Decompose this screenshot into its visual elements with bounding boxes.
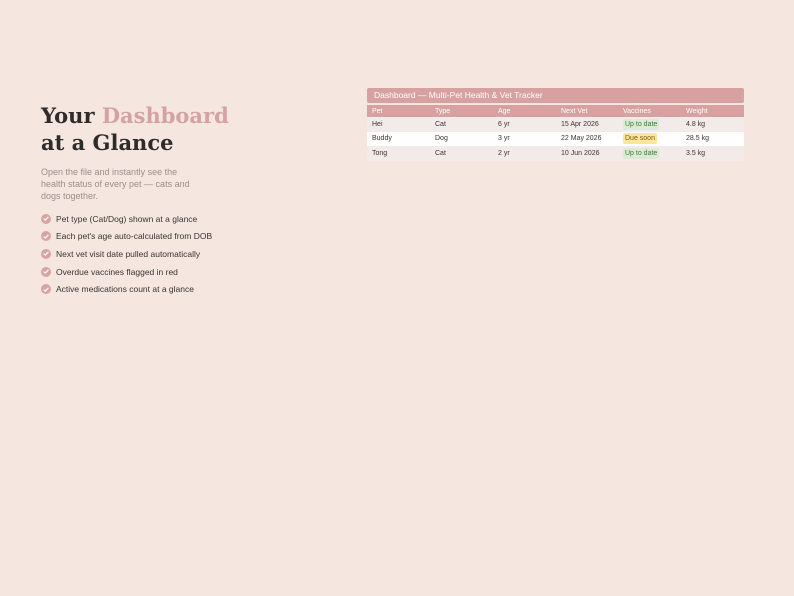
headline-line2: at a Glance (41, 130, 174, 155)
column-header-pet[interactable]: Pet (367, 105, 430, 117)
feature-label: Pet type (Cat/Dog) shown at a glance (56, 213, 198, 224)
cell-type: Dog (430, 132, 493, 147)
cell-type: Cat (430, 146, 493, 161)
feature-item (41, 228, 281, 246)
headline-part1: Your (41, 103, 95, 128)
check-circle-icon (41, 249, 51, 259)
column-header-next-vet[interactable]: Next Vet (556, 105, 618, 117)
feature-label: Overdue vaccines flagged in red (56, 266, 178, 277)
headline (41, 102, 281, 156)
cell-age: 2 yr (493, 146, 556, 161)
check-circle-icon (41, 214, 51, 224)
cell-weight: 3.5 kg (681, 146, 744, 161)
status-badge: Up to date (625, 149, 658, 157)
cell-type: Cat (430, 117, 493, 132)
promo-panel (41, 102, 281, 298)
table-row[interactable] (367, 117, 744, 132)
intro-text: Open the file and instantly see the health status of every pet — cats and dogs together. (41, 167, 190, 201)
table-header-row (367, 105, 744, 117)
pet-table (367, 105, 744, 161)
cell-pet: Buddy (367, 132, 430, 147)
feature-item (41, 280, 281, 298)
headline-accent: Dashboard (101, 103, 229, 128)
status-badge: Up to date (625, 120, 658, 128)
check-circle-icon (41, 267, 51, 277)
table-row[interactable] (367, 146, 744, 161)
table-row[interactable] (367, 132, 744, 147)
column-header-vaccines[interactable]: Vaccines (618, 105, 681, 117)
column-header-type[interactable]: Type (430, 105, 493, 117)
feature-item (41, 245, 281, 263)
feature-label: Each pet's age auto-calculated from DOB (56, 231, 213, 242)
cell-next-vet: 15 Apr 2026 (556, 117, 618, 132)
feature-label: Next vet visit date pulled automatically (56, 248, 201, 259)
cell-pet: Tong (367, 146, 430, 161)
cell-age: 6 yr (493, 117, 556, 132)
check-circle-icon (41, 284, 51, 294)
cell-pet: Hei (367, 117, 430, 132)
feature-item (41, 210, 281, 228)
feature-list (41, 210, 281, 298)
feature-label: Active medications count at a glance (56, 284, 194, 295)
feature-item (41, 263, 281, 281)
cell-vaccines (618, 146, 681, 161)
check-circle-icon (41, 231, 51, 241)
column-header-weight[interactable]: Weight (681, 105, 744, 117)
dashboard-panel (367, 88, 744, 161)
cell-next-vet: 10 Jun 2026 (556, 146, 618, 161)
dashboard-title: Dashboard — Multi-Pet Health & Vet Tracker (367, 88, 744, 103)
cell-next-vet: 22 May 2026 (556, 132, 618, 147)
cell-weight: 28.5 kg (681, 132, 744, 147)
status-badge: Due soon (625, 135, 655, 143)
cell-vaccines (618, 117, 681, 132)
cell-vaccines (618, 132, 681, 147)
cell-weight: 4.8 kg (681, 117, 744, 132)
cell-age: 3 yr (493, 132, 556, 147)
column-header-age[interactable]: Age (493, 105, 556, 117)
